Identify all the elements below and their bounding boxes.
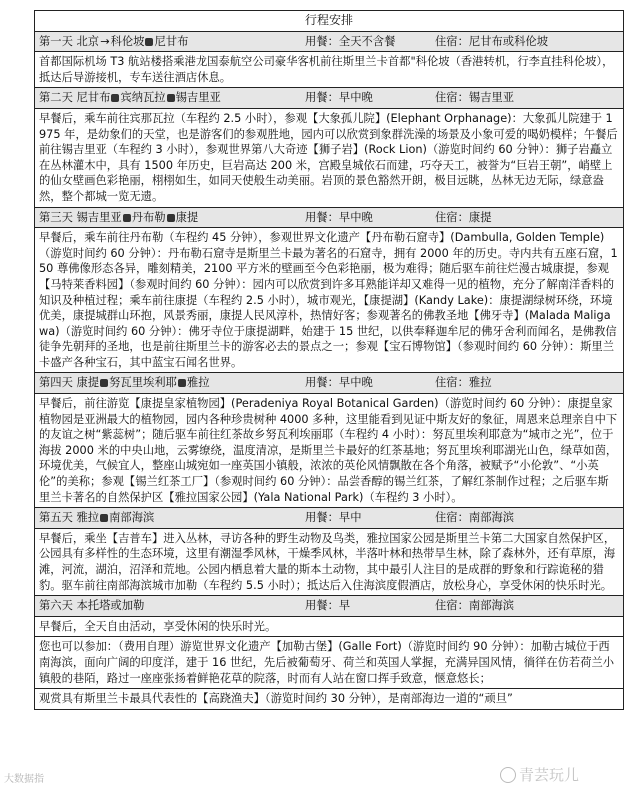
- page-title: 行程安排: [35, 11, 624, 32]
- day-meal: [305, 210, 435, 226]
- car-icon: [145, 38, 153, 46]
- meal-value: 早中: [338, 511, 362, 525]
- hotel-value: 康提: [468, 210, 492, 224]
- meal-label: 用餐：: [305, 376, 339, 390]
- day-detail-text: 早餐后，全天自由活动，享受休闲的快乐时光。: [35, 616, 624, 637]
- meal-label: 用餐：: [305, 91, 339, 105]
- itinerary-table-body: [35, 11, 624, 710]
- car-icon: [178, 379, 186, 387]
- route-to: 南部海滨: [109, 511, 155, 525]
- day-label: 第一天: [39, 34, 73, 48]
- hotel-label: 住宿：: [435, 91, 469, 105]
- day-hotel: [435, 90, 619, 106]
- car-icon: [167, 94, 175, 102]
- day-header: [39, 598, 619, 614]
- meal-value: 早中晚: [338, 210, 373, 224]
- day-detail-text: 早餐后，乘车前往宾那瓦拉（车程约 2.5 小时），参观【大象孤儿院】(Elephant Orphanage)：大象孤儿院建于 1975 年，是幼象们的天堂，也是游客们的参观胜地，园内可以欣赏到象群洗澡的场景及小象可爱的喝奶模样；午餐后前往锡吉里亚（车程约 3 小时），参观世界第八大奇迹【狮子岩】(Rock Lion)（游览时间约 60 分钟）：狮子岩矗立在丛林灌木中，具有 1500 年历史，巨岩高达 200 米，宫殿皇城依石而建，巧夺天工，被誉为“巨岩王朝”，峭壁上的仙女壁画色彩艳丽，栩栩如生，如同天使般生动美丽。岩顶的景色豁然开朗，极目远眺，丛林无边无际，绿意盎然，整个都城一览无遗。: [35, 108, 624, 207]
- day-header-cell: [35, 373, 624, 394]
- hotel-value: 南部海滨: [468, 599, 515, 613]
- day-label: 第二天: [39, 91, 73, 105]
- day-route: [39, 90, 305, 106]
- day-label: 第四天: [39, 376, 73, 390]
- day-detail-row: [35, 616, 624, 637]
- route-to: 丹布勒: [131, 210, 166, 224]
- meal-value: 全天不含餐: [338, 34, 396, 48]
- day-detail-row: [35, 52, 624, 88]
- day-detail-text: 早餐后，前往游览【康提皇家植物园】(Peradeniya Royal Botanical Garden)（游览时间约 60 分钟）：康提皇家植物园是亚洲最大的植物园，园内各种珍贵树种 4000 多种，这里能看到见证中斯友好的象征，周恩来总理亲自中下的友谊之树“紫蕊树”；随后驱车前往红茶故乡努瓦利埃丽耶（车程约 4 小时）：努瓦里埃利耶意为“城市之光”，位于海拔 2000 米的中央山地，云雾缭绕，温度清凉，是斯里兰卡最好的红茶基地；努瓦里埃利耶湖光山色，绿草如茵，环境优美，气候宜人，整座山城宛如一座英国小镇般，浓浓的英伦风情飘散在各个角落，被赋予“小伦敦”、“小英伦”的美称；参观【锡兰红茶工厂】（参观时间约 60 分钟）：品尝香醇的锡兰红茶，了解红茶制作过程；之后驱车斯里兰卡著名的自然保护区【雅拉国家公园】(Yala National Park)（车程约 3 小时）。: [35, 394, 624, 508]
- meal-label: 用餐：: [305, 599, 339, 613]
- day-header: [39, 375, 619, 391]
- meal-label: 用餐：: [305, 34, 339, 48]
- day-route: [39, 598, 305, 614]
- route-from: 锡吉里亚: [76, 210, 122, 224]
- day-detail-text: 观赏具有斯里兰卡最具代表性的【高跷渔夫】（游览时间约 30 分钟），是南部海边一道的“顽旦”: [35, 689, 624, 710]
- day-detail-text: 早餐后，乘坐【吉普车】进入丛林，寻访各种的野生动物及鸟类，雅拉国家公园是斯里兰卡第二大国家自然保护区，公园具有多样性的生态环境，这里有潮湿季风林，干燥季风林，半落叶林和热带旱生林，除了森林外，还有草原，海滩，河流，湖泊，沼泽和荒地。公园内栖息着大量的斯本土动物，其中最引人注目的是成群的野象和行踪诡秘的猎豹。驱车前往南部海滨城市加勒（车程约 5.5 小时）；抵达后入住海滨度假酒店，放松身心，享受休闲的快乐时光。: [35, 528, 624, 595]
- day-hotel: [435, 375, 619, 391]
- meal-label: 用餐：: [305, 210, 339, 224]
- day-header-cell: [35, 88, 624, 109]
- route-to-2: 雅拉: [186, 376, 210, 390]
- day-hotel: [435, 598, 619, 614]
- hotel-label: 住宿：: [435, 34, 469, 48]
- day-hotel: [435, 510, 619, 526]
- day-detail-row: [35, 108, 624, 207]
- route-from: 本托塔或加勒: [76, 599, 145, 613]
- wechat-logo-icon: [500, 767, 516, 783]
- day-detail-row: [35, 689, 624, 710]
- watermark-left: [4, 770, 44, 785]
- day-meal: [305, 375, 435, 391]
- car-icon: [167, 214, 175, 222]
- day-detail-row: [35, 637, 624, 689]
- day-route: [39, 210, 305, 226]
- day-header: [39, 90, 619, 106]
- meal-value: 早中晚: [338, 376, 373, 390]
- watermark-left-text: 大数据指: [4, 774, 44, 785]
- route-from: 尼甘布: [76, 91, 111, 105]
- watermark-right-text: 青芸玩儿: [519, 766, 580, 784]
- car-icon: [100, 514, 108, 522]
- day-meal: [305, 90, 435, 106]
- itinerary-table: [34, 10, 624, 710]
- day-label: 第六天: [39, 599, 73, 613]
- hotel-value: 南部海滨: [468, 511, 515, 525]
- hotel-value: 雅拉: [468, 376, 492, 390]
- day-detail-row: [35, 228, 624, 373]
- watermark-right: [500, 764, 579, 785]
- arrow-icon: →: [100, 34, 110, 48]
- day-meal: [305, 34, 435, 50]
- day-meal: [305, 598, 435, 614]
- route-to: 尼甘布: [154, 34, 189, 48]
- day-detail-text: 您也可以参加：（费用自理）游览世界文化遗产【加勒古堡】(Galle Fort)（游览时间约 90 分钟）：加勒古城位于西南海滨，面向广阔的印度洋，建于 16 世纪，先后被葡萄牙、荷兰和英国人掌握，充满异国风情，徜徉在仿若荷兰小镇般的巷陌，路过一座座张扬着鲜艳花草的院落，时而有人站在窗口挥手致意，惬意悠长；: [35, 637, 624, 689]
- route-from: 北京: [76, 34, 100, 48]
- route-from: 雅拉: [76, 511, 100, 525]
- itinerary-sheet: [34, 10, 624, 710]
- day-header-row: [35, 31, 624, 52]
- day-header-row: [35, 596, 624, 617]
- route-to-2: 锡吉里亚: [175, 91, 221, 105]
- car-icon: [111, 94, 119, 102]
- meal-value: 早: [338, 599, 351, 613]
- day-hotel: [435, 34, 619, 50]
- car-icon: [100, 379, 108, 387]
- day-header-row: [35, 207, 624, 228]
- day-detail-row: [35, 528, 624, 595]
- hotel-value: 尼甘布或科伦坡: [468, 34, 548, 48]
- title-row: [35, 11, 624, 32]
- meal-label: 用餐：: [305, 511, 339, 525]
- day-label: 第五天: [39, 511, 73, 525]
- day-meal: [305, 510, 435, 526]
- day-header-cell: [35, 508, 624, 529]
- day-label: 第三天: [39, 210, 73, 224]
- day-header-row: [35, 508, 624, 529]
- route-to: 宾纳瓦拉: [120, 91, 166, 105]
- route-from: 康提: [76, 376, 100, 390]
- day-header-cell: [35, 596, 624, 617]
- day-detail-text: 首都国际机场 T3 航站楼搭乘港龙国泰航空公司豪华客机前往斯里兰卡首都"科伦坡（香港转机，行李直挂科伦坡），抵达后导游接机，专车送往酒店休息。: [35, 52, 624, 88]
- hotel-value: 锡吉里亚: [468, 91, 515, 105]
- route-to: 努瓦里埃利耶: [109, 376, 177, 390]
- day-header-cell: [35, 31, 624, 52]
- day-header: [39, 210, 619, 226]
- hotel-label: 住宿：: [435, 210, 469, 224]
- day-detail-row: [35, 394, 624, 508]
- day-header-row: [35, 88, 624, 109]
- day-header-row: [35, 373, 624, 394]
- route-transfer: 科伦坡: [110, 34, 145, 48]
- day-header-cell: [35, 207, 624, 228]
- route-to-2: 康提: [175, 210, 199, 224]
- hotel-label: 住宿：: [435, 599, 469, 613]
- meal-value: 早中晚: [338, 91, 373, 105]
- day-route: [39, 375, 305, 391]
- day-header: [39, 510, 619, 526]
- hotel-label: 住宿：: [435, 511, 469, 525]
- day-hotel: [435, 210, 619, 226]
- day-route: [39, 510, 305, 526]
- day-header: [39, 34, 619, 50]
- day-detail-text: 早餐后，乘车前往丹布勒（车程约 45 分钟），参观世界文化遗产【丹布勒石窟寺】(Dambulla, Golden Temple)（游览时间约 60 分钟）：丹布勒石窟寺是斯里兰卡最为著名的石窟寺，拥有 2000 年的历史。寺内共有五座石窟，150 尊佛像形态各异，雕刻精美，2100 平方米的壁画至今色彩艳丽，极为难得；随后驱车前往烂漫古城康提，参观【马特莱香料园】（参观时间约 60 分钟）：园内可以欣赏到许多耳熟能详却又难得一见的植物，充分了解南洋香料的知识及种植过程；乘车前往康提（车程约 2.5 小时），城市观光，【康提湖】(Kandy Lake)：康提湖绿树环绕，环境优美，康提城群山环抱，风景秀丽，康提人民风淳朴，热情好客；参观著名的佛教圣地【佛牙寺】(Malada Maligawa)（游览时间约 60 分钟）：佛牙寺位于康提湖畔，始建于 15 世纪，以供奉释迦牟尼的佛牙舍利而闻名，是佛教信徒争先朝拜的圣地，也是前往斯里兰卡的游客必去的景点之一；参观【宝石博物馆】（参观时间约 60 分钟）：斯里兰卡盛产各种宝石，其中蓝宝石闻名世界。: [35, 228, 624, 373]
- car-icon: [123, 214, 131, 222]
- day-route: [39, 34, 305, 50]
- hotel-label: 住宿：: [435, 376, 469, 390]
